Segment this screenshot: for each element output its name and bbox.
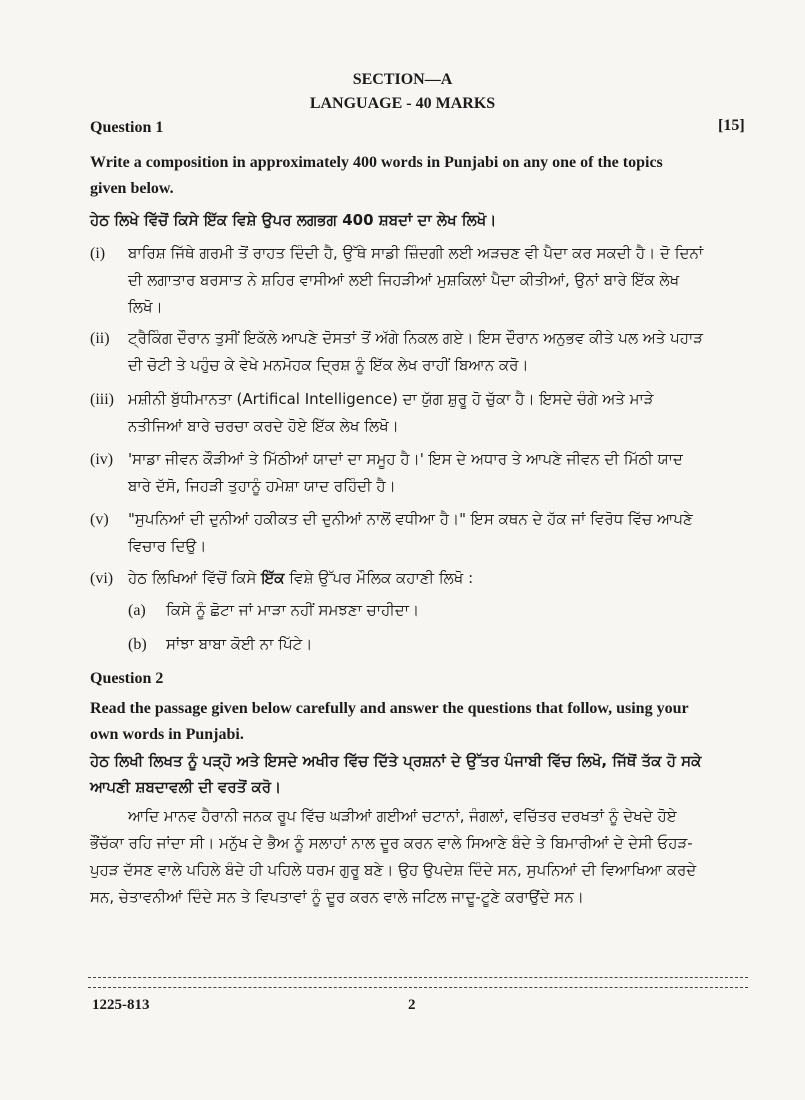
topic-text: ਟ੍ਰੈਕਿੰਗ ਦੌਰਾਨ ਤੁਸੀਂ ਇਕੱਲੇ ਆਪਣੇ ਦੋਸਤਾਂ ਤੋਂ ਅੱਗੇ ਨਿਕਲ ਗਏ। ਇਸ ਦੌਰਾਨ ਅਨੁਭਵ ਕੀਤੇ ਪਲ ਅਤੇ ਪਹਾੜ ਦੀ ਚੋਟੀ ਤੇ ਪਹੁੰਚ ਕੇ ਵੇਖੇ ਮਨਮੋਹਕ ਦ੍ਰਿਸ਼ ਨੂੰ ਇੱਕ ਲੇਖ ਰਾਹੀਂ ਬਿਆਨ ਕਰੋ। (128, 329, 704, 374)
topic-text-before: ਹੇਠ ਲਿਖਿਆਂ ਵਿੱਚੋਂ ਕਿਸੇ (128, 569, 257, 587)
topic-number: (v) (90, 511, 109, 528)
topic-number: (i) (90, 245, 106, 262)
page-number: 2 (408, 997, 416, 1013)
section-heading: SECTION—A (352, 71, 453, 88)
topic-number: (ii) (90, 330, 110, 347)
subtopic-text: ਕਿਸੇ ਨੂੰ ਛੋਟਾ ਜਾਂ ਮਾੜਾ ਨਹੀਂ ਸਮਝਣਾ ਚਾਹੀਦਾ। (166, 601, 420, 619)
topic-item (90, 506, 710, 560)
topic-number: (iv) (90, 451, 114, 468)
topic-item (90, 325, 710, 379)
topic-number: (vi) (90, 570, 114, 587)
story-subtopic (128, 631, 688, 658)
topic-text: ਮਸ਼ੀਨੀ ਬੁੱਧੀਮਾਨਤਾ (Artifical Intelligence) ਦਾ ਯੁੱਗ ਸ਼ੁਰੂ ਹੋ ਚੁੱਕਾ ਹੈ। ਇਸਦੇ ਚੰਗੇ ਅਤੇ ਮਾੜੇ ਨਤੀਜਿਆਂ ਬਾਰੇ ਚਰਚਾ ਕਰਦੇ ਹੋਏ ਇੱਕ ਲੇਖ ਲਿਖੋ। (128, 390, 654, 435)
story-subtopic (128, 597, 688, 624)
topic-item (90, 386, 710, 440)
topic-item (90, 446, 710, 500)
question-2-instruction-punjabi: ਹੇਠ ਲਿਖੀ ਲਿਖਤ ਨੂੰ ਪੜ੍ਹੋ ਅਤੇ ਇਸਦੇ ਅਖੀਰ ਵਿੱਚ ਦਿੱਤੇ ਪ੍ਰਸ਼ਨਾਂ ਦੇ ਉੱਤਰ ਪੰਜਾਬੀ ਵਿੱਚ ਲਿਖੋ, ਜਿੱਥੋਂ ਤੱਕ ਹੋ ਸਕੇ ਆਪਣੀ ਸ਼ਬਦਾਵਲੀ ਦੀ ਵਰਤੋਂ ਕਰੋ। (90, 752, 702, 796)
subtopic-letter: (a) (128, 602, 146, 619)
language-heading: LANGUAGE - 40 MARKS (309, 95, 496, 112)
topic-item (90, 565, 710, 592)
comprehension-passage: ਆਦਿ ਮਾਨਵ ਹੈਰਾਨੀ ਜਨਕ ਰੂਪ ਵਿੱਚ ਘੜੀਆਂ ਗਈਆਂ ਚਟਾਨਾਂ, ਜੰਗਲਾਂ, ਵਚਿੱਤਰ ਦਰਖਤਾਂ ਨੂੰ ਦੇਖਦੇ ਹੋਏ ਭੌਂਚੱਕਾ ਰਹਿ ਜਾਂਦਾ ਸੀ। ਮਨੁੱਖ ਦੇ ਭੈਅ ਨੂੰ ਸਲਾਹਾਂ ਨਾਲ ਦੂਰ ਕਰਨ ਵਾਲੇ ਸਿਆਣੇ ਬੰਦੇ ਤੇ ਬਿਮਾਰੀਆਂ ਦੇ ਦੇਸੀ ਓਹੜ-ਪੁਹੜ ਦੱਸਣ ਵਾਲੇ ਪਹਿਲੇ ਬੰਦੇ ਹੀ ਪਹਿਲੇ ਧਰਮ ਗੁਰੂ ਬਣੇ। ਉਹ ਉਪਦੇਸ਼ ਦਿੰਦੇ ਸਨ, ਸੁਪਨਿਆਂ ਦੀ ਵਿਆਖਿਆ ਕਰਦੇ ਸਨ, ਚੇਤਾਵਨੀਆਂ ਦਿੰਦੇ ਸਨ ਤੇ ਵਿਪਤਾਵਾਂ ਨੂੰ ਦੂਰ ਕਰਨ ਵਾਲੇ ਜਟਿਲ ਜਾਦੂ-ਟੂਣੇ ਕਰਾਉਂਦੇ ਸਨ। (90, 807, 697, 906)
topic-text-emphasis: ਇੱਕ (261, 569, 285, 587)
subtopic-text: ਸਾਂਝਾ ਬਾਬਾ ਕੋਈ ਨਾ ਪਿੱਟੇ। (166, 635, 313, 653)
footer-divider (88, 977, 748, 978)
topic-text-after: ਵਿਸ਼ੇ ਉੱਪਰ ਮੌਲਿਕ ਕਹਾਣੀ ਲਿਖੋ : (289, 569, 474, 587)
topic-number: (iii) (90, 391, 114, 408)
question-1-instruction-english: Write a composition in approximately 400 words in Punjabi on any one of the topics given below. (90, 154, 663, 197)
topic-text: ਬਾਰਿਸ਼ ਜਿੱਥੇ ਗਰਮੀ ਤੋਂ ਰਾਹਤ ਦਿੰਦੀ ਹੈ, ਉੱਥੇ ਸਾਡੀ ਜ਼ਿੰਦਗੀ ਲਈ ਅੜਚਣ ਵੀ ਪੈਦਾ ਕਰ ਸਕਦੀ ਹੈ। ਦੋ ਦਿਨਾਂ ਦੀ ਲਗਾਤਾਰ ਬਰਸਾਤ ਨੇ ਸ਼ਹਿਰ ਵਾਸੀਆਂ ਲਈ ਜਿਹੜੀਆਂ ਮੁਸ਼ਕਿਲਾਂ ਪੈਦਾ ਕੀਤੀਆਂ, ਉਨਾਂ ਬਾਰੇ ਇੱਕ ਲੇਖ ਲਿਖੋ। (128, 244, 704, 316)
question-1-label: Question 1 (90, 119, 164, 136)
question-1-marks: [15] (718, 117, 745, 134)
paper-code: 1225-813 (92, 997, 150, 1013)
question-1-instruction-punjabi: ਹੇਠ ਲਿਖੇ ਵਿੱਚੋਂ ਕਿਸੇ ਇੱਕ ਵਿਸ਼ੇ ਉਪਰ ਲਗਭਗ 400 ਸ਼ਬਦਾਂ ਦਾ ਲੇਖ ਲਿਖੋ। (90, 211, 497, 229)
topic-text: 'ਸਾਡਾ ਜੀਵਨ ਕੌੜੀਆਂ ਤੇ ਮਿੱਠੀਆਂ ਯਾਦਾਂ ਦਾ ਸਮੂਹ ਹੈ।' ਇਸ ਦੇ ਅਧਾਰ ਤੇ ਆਪਣੇ ਜੀਵਨ ਦੀ ਮਿੱਠੀ ਯਾਦ ਬਾਰੇ ਦੱਸੋ, ਜਿਹੜੀ ਤੁਹਾਨੂੰ ਹਮੇਸ਼ਾ ਯਾਦ ਰਹਿੰਦੀ ਹੈ। (128, 450, 683, 495)
question-2-label: Question 2 (90, 670, 164, 687)
footer-divider (88, 987, 748, 988)
topic-text (128, 565, 710, 592)
topic-item (90, 240, 710, 321)
question-2-instruction-english: Read the passage given below carefully and answer the questions that follow, using your own words in Punjabi. (90, 700, 689, 743)
subtopic-letter: (b) (128, 636, 147, 653)
topic-text: "ਸੁਪਨਿਆਂ ਦੀ ਦੁਨੀਆਂ ਹਕੀਕਤ ਦੀ ਦੁਨੀਆਂ ਨਾਲੋਂ ਵਧੀਆ ਹੈ।" ਇਸ ਕਥਨ ਦੇ ਹੱਕ ਜਾਂ ਵਿਰੋਧ ਵਿੱਚ ਆਪਣੇ ਵਿਚਾਰ ਦਿਉ। (128, 510, 693, 555)
